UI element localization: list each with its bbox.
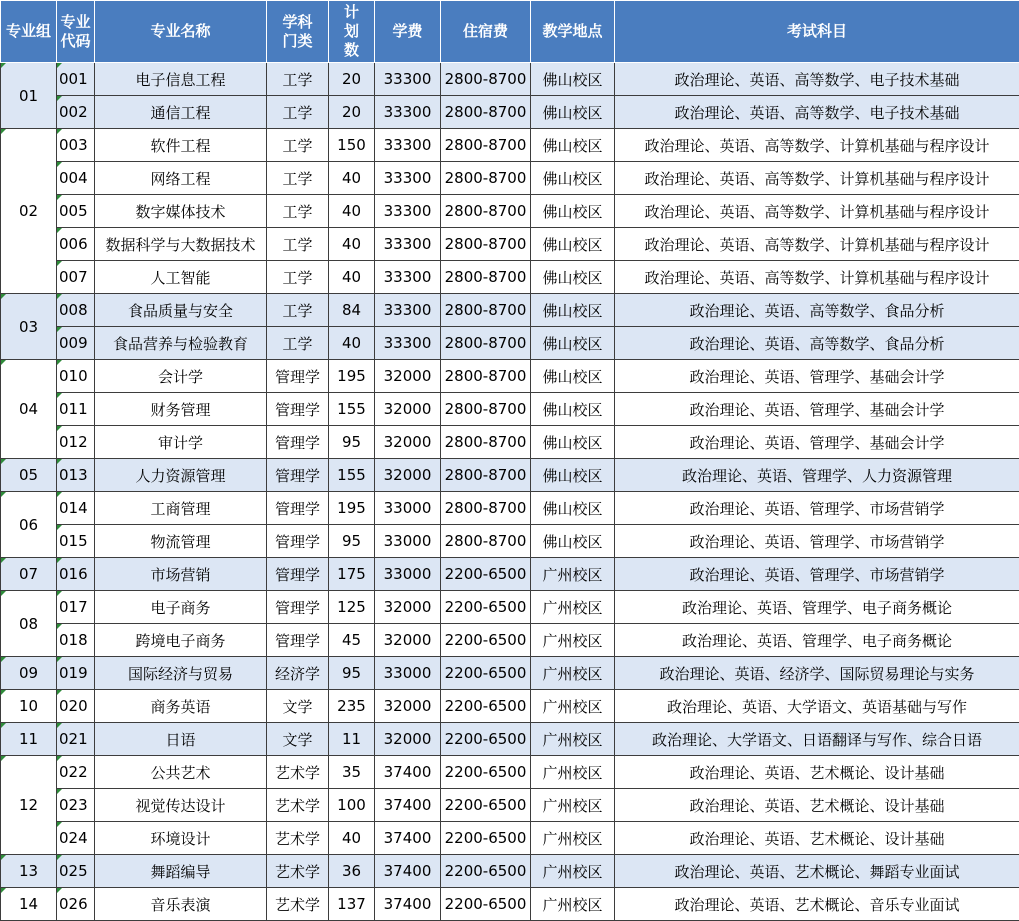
table-row [1,261,1019,294]
exam-cell: 政治理论、英语、管理学、市场营销学 [615,558,1019,591]
tuition-cell: 33300 [375,294,441,327]
exam-cell: 政治理论、英语、管理学、基础会计学 [615,393,1019,426]
lodging-cell: 2200-6500 [441,690,531,723]
code-cell: 020 [57,690,95,723]
name-cell: 食品质量与安全 [95,294,267,327]
tuition-cell: 33300 [375,129,441,162]
table-row [1,459,1019,492]
plan-cell: 20 [329,96,375,129]
campus-cell: 佛山校区 [531,393,615,426]
category-cell: 工学 [267,129,329,162]
code-cell: 015 [57,525,95,558]
name-cell: 物流管理 [95,525,267,558]
campus-cell: 佛山校区 [531,327,615,360]
group-cell: 03 [1,294,57,360]
plan-cell: 155 [329,459,375,492]
plan-cell: 45 [329,624,375,657]
code-cell: 018 [57,624,95,657]
lodging-cell: 2800-8700 [441,261,531,294]
campus-cell: 佛山校区 [531,261,615,294]
plan-cell: 150 [329,129,375,162]
exam-cell: 政治理论、英语、高等数学、计算机基础与程序设计 [615,129,1019,162]
group-cell: 08 [1,591,57,657]
plan-cell: 175 [329,558,375,591]
exam-cell: 政治理论、英语、管理学、电子商务概论 [615,624,1019,657]
category-cell: 管理学 [267,624,329,657]
table-row [1,822,1019,855]
exam-cell: 政治理论、英语、高等数学、食品分析 [615,294,1019,327]
table-row [1,855,1019,888]
lodging-cell: 2800-8700 [441,162,531,195]
lodging-cell: 2200-6500 [441,789,531,822]
lodging-cell: 2200-6500 [441,558,531,591]
category-cell: 文学 [267,723,329,756]
lodging-cell: 2800-8700 [441,195,531,228]
table-row [1,723,1019,756]
code-cell: 002 [57,96,95,129]
code-cell: 021 [57,723,95,756]
campus-cell: 广州校区 [531,756,615,789]
campus-cell: 广州校区 [531,624,615,657]
exam-cell: 政治理论、英语、高等数学、计算机基础与程序设计 [615,261,1019,294]
lodging-cell: 2200-6500 [441,657,531,690]
category-cell: 管理学 [267,426,329,459]
campus-cell: 广州校区 [531,789,615,822]
exam-cell: 政治理论、英语、高等数学、电子技术基础 [615,63,1019,96]
lodging-cell: 2200-6500 [441,756,531,789]
category-cell: 工学 [267,294,329,327]
lodging-cell: 2800-8700 [441,129,531,162]
table-row [1,294,1019,327]
category-cell: 艺术学 [267,756,329,789]
campus-cell: 佛山校区 [531,492,615,525]
table-row [1,789,1019,822]
table-row [1,657,1019,690]
tuition-cell: 33000 [375,657,441,690]
plan-cell: 84 [329,294,375,327]
name-cell: 市场营销 [95,558,267,591]
code-cell: 019 [57,657,95,690]
campus-cell: 佛山校区 [531,129,615,162]
name-cell: 环境设计 [95,822,267,855]
name-cell: 网络工程 [95,162,267,195]
plan-cell: 40 [329,261,375,294]
header-plan [329,1,375,63]
category-cell: 工学 [267,96,329,129]
lodging-cell: 2800-8700 [441,492,531,525]
campus-cell: 广州校区 [531,690,615,723]
name-cell: 审计学 [95,426,267,459]
group-cell: 01 [1,63,57,129]
exam-cell: 政治理论、英语、管理学、电子商务概论 [615,591,1019,624]
tuition-cell: 37400 [375,822,441,855]
exam-cell: 政治理论、英语、艺术概论、设计基础 [615,789,1019,822]
name-cell: 财务管理 [95,393,267,426]
name-cell: 电子商务 [95,591,267,624]
lodging-cell: 2800-8700 [441,63,531,96]
plan-cell: 100 [329,789,375,822]
plan-cell: 40 [329,162,375,195]
table-row [1,624,1019,657]
lodging-cell: 2800-8700 [441,426,531,459]
plan-cell: 95 [329,426,375,459]
exam-cell: 政治理论、英语、管理学、人力资源管理 [615,459,1019,492]
code-cell: 007 [57,261,95,294]
code-cell: 017 [57,591,95,624]
name-cell: 音乐表演 [95,888,267,921]
campus-cell: 佛山校区 [531,459,615,492]
group-cell: 09 [1,657,57,690]
group-cell: 12 [1,756,57,855]
header-exam: 考试科目 [615,1,1019,63]
plan-cell: 40 [329,327,375,360]
category-cell: 工学 [267,63,329,96]
plan-cell: 40 [329,822,375,855]
table-row [1,129,1019,162]
header-category-text: 学科门类 [283,13,313,51]
code-cell: 006 [57,228,95,261]
group-cell: 04 [1,360,57,459]
campus-cell: 佛山校区 [531,294,615,327]
plan-cell: 125 [329,591,375,624]
campus-cell: 佛山校区 [531,426,615,459]
campus-cell: 佛山校区 [531,360,615,393]
group-cell: 06 [1,492,57,558]
lodging-cell: 2200-6500 [441,855,531,888]
exam-cell: 政治理论、英语、高等数学、计算机基础与程序设计 [615,195,1019,228]
category-cell: 经济学 [267,657,329,690]
code-cell: 013 [57,459,95,492]
exam-cell: 政治理论、英语、经济学、国际贸易理论与实务 [615,657,1019,690]
category-cell: 管理学 [267,360,329,393]
code-cell: 023 [57,789,95,822]
tuition-cell: 37400 [375,789,441,822]
tuition-cell: 33000 [375,492,441,525]
tuition-cell: 32000 [375,591,441,624]
table-row [1,888,1019,921]
table-row [1,228,1019,261]
name-cell: 商务英语 [95,690,267,723]
plan-cell: 40 [329,228,375,261]
table-row [1,162,1019,195]
tuition-cell: 33300 [375,228,441,261]
exam-cell: 政治理论、英语、艺术概论、舞蹈专业面试 [615,855,1019,888]
header-campus: 教学地点 [531,1,615,63]
header-tuition: 学费 [375,1,441,63]
exam-cell: 政治理论、英语、高等数学、电子技术基础 [615,96,1019,129]
code-cell: 004 [57,162,95,195]
plan-cell: 137 [329,888,375,921]
tuition-cell: 37400 [375,888,441,921]
category-cell: 文学 [267,690,329,723]
lodging-cell: 2200-6500 [441,591,531,624]
header-row [1,1,1019,63]
plan-cell: 195 [329,492,375,525]
plan-cell: 35 [329,756,375,789]
tuition-cell: 33300 [375,162,441,195]
lodging-cell: 2800-8700 [441,294,531,327]
exam-cell: 政治理论、英语、高等数学、计算机基础与程序设计 [615,228,1019,261]
header-category [267,1,329,63]
header-plan-text: 计划数 [344,3,360,60]
exam-cell: 政治理论、英语、管理学、市场营销学 [615,492,1019,525]
code-cell: 009 [57,327,95,360]
code-cell: 025 [57,855,95,888]
exam-cell: 政治理论、英语、高等数学、食品分析 [615,327,1019,360]
campus-cell: 佛山校区 [531,525,615,558]
tuition-cell: 32000 [375,393,441,426]
header-group: 专业组 [1,1,57,63]
exam-cell: 政治理论、英语、管理学、基础会计学 [615,426,1019,459]
table-row [1,426,1019,459]
category-cell: 艺术学 [267,822,329,855]
campus-cell: 广州校区 [531,888,615,921]
category-cell: 管理学 [267,558,329,591]
campus-cell: 佛山校区 [531,228,615,261]
tuition-cell: 32000 [375,723,441,756]
campus-cell: 广州校区 [531,723,615,756]
table-row [1,63,1019,96]
name-cell: 数字媒体技术 [95,195,267,228]
code-cell: 003 [57,129,95,162]
lodging-cell: 2200-6500 [441,822,531,855]
category-cell: 工学 [267,261,329,294]
lodging-cell: 2800-8700 [441,393,531,426]
lodging-cell: 2200-6500 [441,888,531,921]
table-row [1,393,1019,426]
tuition-cell: 33300 [375,63,441,96]
name-cell: 视觉传达设计 [95,789,267,822]
code-cell: 008 [57,294,95,327]
category-cell: 管理学 [267,393,329,426]
tuition-cell: 32000 [375,426,441,459]
exam-cell: 政治理论、英语、艺术概论、设计基础 [615,822,1019,855]
table-row [1,756,1019,789]
tuition-cell: 32000 [375,624,441,657]
tuition-cell: 37400 [375,855,441,888]
category-cell: 管理学 [267,459,329,492]
category-cell: 管理学 [267,492,329,525]
plan-cell: 95 [329,657,375,690]
code-cell: 012 [57,426,95,459]
tuition-cell: 33300 [375,96,441,129]
table-row [1,96,1019,129]
table-row [1,195,1019,228]
header-code-text: 专业代码 [61,13,91,51]
table-row [1,360,1019,393]
table-row [1,327,1019,360]
tuition-cell: 33000 [375,525,441,558]
campus-cell: 广州校区 [531,657,615,690]
name-cell: 软件工程 [95,129,267,162]
tuition-cell: 32000 [375,459,441,492]
lodging-cell: 2800-8700 [441,360,531,393]
header-name: 专业名称 [95,1,267,63]
table-row [1,591,1019,624]
exam-cell: 政治理论、英语、大学语文、英语基础与写作 [615,690,1019,723]
plan-cell: 95 [329,525,375,558]
category-cell: 艺术学 [267,855,329,888]
table-row [1,525,1019,558]
table-row [1,492,1019,525]
plan-cell: 36 [329,855,375,888]
category-cell: 工学 [267,162,329,195]
group-cell: 10 [1,690,57,723]
code-cell: 010 [57,360,95,393]
campus-cell: 广州校区 [531,822,615,855]
lodging-cell: 2800-8700 [441,228,531,261]
plan-cell: 235 [329,690,375,723]
group-cell: 05 [1,459,57,492]
category-cell: 管理学 [267,525,329,558]
tuition-cell: 33000 [375,558,441,591]
lodging-cell: 2200-6500 [441,624,531,657]
campus-cell: 广州校区 [531,558,615,591]
name-cell: 食品营养与检验教育 [95,327,267,360]
campus-cell: 广州校区 [531,591,615,624]
plan-cell: 20 [329,63,375,96]
code-cell: 024 [57,822,95,855]
category-cell: 艺术学 [267,888,329,921]
exam-cell: 政治理论、英语、艺术概论、音乐专业面试 [615,888,1019,921]
code-cell: 022 [57,756,95,789]
code-cell: 014 [57,492,95,525]
tuition-cell: 33300 [375,327,441,360]
lodging-cell: 2800-8700 [441,96,531,129]
tuition-cell: 32000 [375,690,441,723]
category-cell: 工学 [267,228,329,261]
exam-cell: 政治理论、英语、高等数学、计算机基础与程序设计 [615,162,1019,195]
code-cell: 026 [57,888,95,921]
lodging-cell: 2800-8700 [441,327,531,360]
category-cell: 管理学 [267,591,329,624]
plan-cell: 195 [329,360,375,393]
group-cell: 14 [1,888,57,921]
group-cell: 13 [1,855,57,888]
name-cell: 会计学 [95,360,267,393]
category-cell: 工学 [267,195,329,228]
name-cell: 数据科学与大数据技术 [95,228,267,261]
table-row [1,690,1019,723]
group-cell: 07 [1,558,57,591]
code-cell: 011 [57,393,95,426]
lodging-cell: 2800-8700 [441,525,531,558]
name-cell: 舞蹈编导 [95,855,267,888]
exam-cell: 政治理论、英语、艺术概论、设计基础 [615,756,1019,789]
name-cell: 人力资源管理 [95,459,267,492]
plan-cell: 11 [329,723,375,756]
table-body [1,63,1019,921]
tuition-cell: 37400 [375,756,441,789]
category-cell: 艺术学 [267,789,329,822]
exam-cell: 政治理论、英语、管理学、基础会计学 [615,360,1019,393]
exam-cell: 政治理论、英语、管理学、市场营销学 [615,525,1019,558]
name-cell: 工商管理 [95,492,267,525]
category-cell: 工学 [267,327,329,360]
name-cell: 人工智能 [95,261,267,294]
name-cell: 国际经济与贸易 [95,657,267,690]
code-cell: 001 [57,63,95,96]
campus-cell: 佛山校区 [531,63,615,96]
name-cell: 跨境电子商务 [95,624,267,657]
code-cell: 016 [57,558,95,591]
campus-cell: 佛山校区 [531,96,615,129]
exam-cell: 政治理论、大学语文、日语翻译与写作、综合日语 [615,723,1019,756]
group-cell: 11 [1,723,57,756]
group-cell: 02 [1,129,57,294]
code-cell: 005 [57,195,95,228]
name-cell: 日语 [95,723,267,756]
table-row [1,558,1019,591]
campus-cell: 佛山校区 [531,162,615,195]
tuition-cell: 33300 [375,195,441,228]
campus-cell: 广州校区 [531,855,615,888]
plan-cell: 155 [329,393,375,426]
name-cell: 公共艺术 [95,756,267,789]
tuition-cell: 33300 [375,261,441,294]
name-cell: 通信工程 [95,96,267,129]
lodging-cell: 2800-8700 [441,459,531,492]
name-cell: 电子信息工程 [95,63,267,96]
tuition-cell: 32000 [375,360,441,393]
campus-cell: 佛山校区 [531,195,615,228]
header-code [57,1,95,63]
lodging-cell: 2200-6500 [441,723,531,756]
plan-cell: 40 [329,195,375,228]
header-lodging: 住宿费 [441,1,531,63]
